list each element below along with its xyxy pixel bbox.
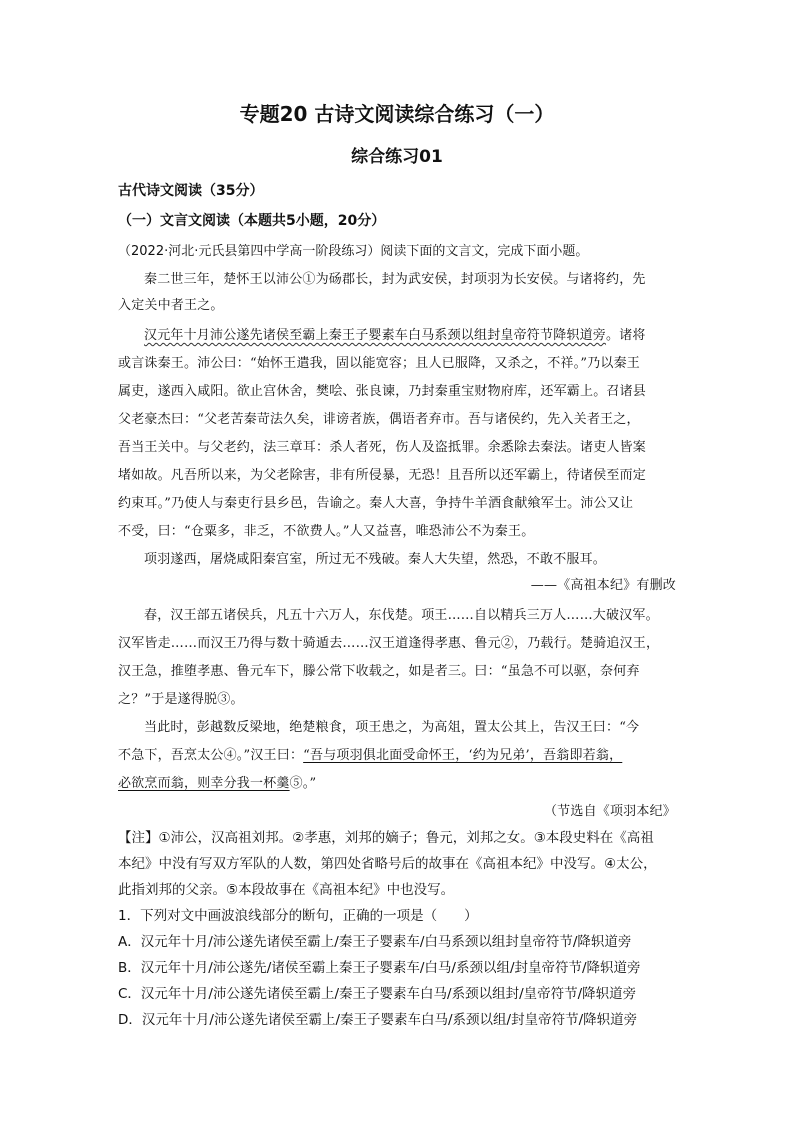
passage-text: 。诸将	[606, 328, 646, 343]
subsection-heading: （一）文言文阅读（本题共5小题，20分）	[118, 213, 386, 229]
passage-line: 吾当王关中。与父老约，法三章耳：杀人者死，伤人及盗抵罪。余悉除去秦法。诸吏人皆案	[118, 440, 647, 455]
source-intro: （2022·河北·元氏县第四中学高一阶段练习）阅读下面的文言文，完成下面小题。	[118, 244, 589, 259]
citation: （节选自《项羽本纪》	[543, 804, 676, 819]
passage-line: 入定关中者王之。	[118, 298, 224, 313]
passage-line: 汉军皆走……而汉王乃得与数十骑遁去……汉王道逢得孝惠、鲁元②，乃载行。楚骑追汉王，	[118, 636, 660, 651]
passage-line: 之？”于是遂得脱③。	[118, 692, 244, 707]
question-stem: 1．下列对文中画波浪线部分的断句，正确的一项是（ ）	[118, 908, 478, 924]
notes-line: 此指刘邦的父亲。⑤本段故事在《高祖本纪》中也没写。	[118, 882, 455, 898]
underlined-text: 必欲烹而翁，则幸分我一杯羹	[118, 776, 290, 791]
passage-line	[118, 772, 676, 791]
passage-line: 不受，曰：“仓粟多，非乏，不欲费人。”人又益喜，唯恐沛公不为秦王。	[118, 524, 535, 539]
passage-line: 属吏，遂西入咸阳。欲止宫休舍，樊哙、张良谏，乃封秦重宝财物府库，还军霸上。召诸县	[118, 384, 647, 399]
page-title: 专题20 古诗文阅读综合练习（一）	[239, 102, 555, 126]
notes-line: 本纪》中没有写双方军队的人数，第四处省略号后的故事在《高祖本纪》中没写。④太公，	[118, 856, 657, 872]
passage-line: 或言诛秦王。沛公曰：“始怀王遣我，固以能宽容；且人已服降，又杀之，不祥。”乃以秦王	[118, 356, 640, 371]
option-c[interactable]: C．汉元年十月/沛公遂先诸侯至霸上/秦王子婴素车白马/系颈以组封/皇帝符节/降轵道旁	[118, 986, 637, 1002]
passage-line: 秦二世三年，楚怀王以沛公①为砀郡长，封为武安侯，封项羽为长安侯。与诸将约，先	[144, 272, 646, 287]
passage-text: ⑤。”	[289, 776, 317, 791]
page-subtitle: 综合练习01	[351, 147, 443, 167]
passage-line	[144, 324, 676, 343]
option-d[interactable]: D．汉元年十月/沛公遂先诸侯至霸上/秦王子婴素车白马/系颈以组/封皇帝符节/降轵道旁	[118, 1012, 638, 1028]
passage-line: 父老豪杰曰：“父老苦秦苛法久矣，诽谤者族，偶语者弃市。吾与诸侯约，先入关者王之，	[118, 412, 640, 427]
passage-text: 不急下，吾烹太公④。”汉王曰：	[118, 748, 304, 763]
passage-line: 堵如故。凡吾所以来，为父老除害，非有所侵暴，无恐！且吾所以还军霸上，待诸侯至而定	[118, 468, 647, 483]
passage-line: 春，汉王部五诸侯兵，凡五十六万人，东伐楚。项王……自以精兵三万人……大破汉军。	[144, 608, 659, 623]
passage-line: 当此时，彭越数反梁地，绝楚粮食，项王患之，为高俎，置太公其上，告汉王曰：“今	[144, 720, 640, 735]
wavy-underlined-text: 汉元年十月沛公遂先诸侯至霸上秦王子婴素车白马系颈以组封皇帝符节降轵道旁	[144, 328, 607, 343]
option-a[interactable]: A．汉元年十月/沛公遂先诸侯至霸上/秦王子婴素车/白马系颈以组封皇帝符节/降轵道旁	[118, 934, 632, 950]
citation: ——《高祖本纪》有删改	[530, 578, 676, 593]
passage-line	[118, 744, 676, 763]
notes-line: 【注】①沛公，汉高祖刘邦。②孝惠，刘邦的嫡子；鲁元，刘邦之女。③本段史料在《高祖	[118, 830, 654, 846]
passage-line: 项羽遂西，屠烧咸阳秦宫室，所过无不残破。秦人大失望，然恐，不敢不服耳。	[144, 552, 607, 567]
option-b[interactable]: B．汉元年十月/沛公遂先/诸侯至霸上秦王子婴素车/白马/系颈以组/封皇帝符节/降轵道旁	[118, 960, 641, 976]
passage-line: 汉王急，推堕孝惠、鲁元车下，滕公常下收载之，如是者三。曰：“虽急不可以驱，奈何弃	[118, 664, 640, 679]
section-heading: 古代诗文阅读（35分）	[118, 183, 264, 199]
passage-line: 约束耳。”乃使人与秦吏行县乡邑，告谕之。秦人大喜，争持牛羊酒食献飨军士。沛公又让	[118, 496, 634, 511]
underlined-text: “吾与项羽俱北面受命怀王，‘约为兄弟’，吾翁即若翁，	[303, 748, 623, 763]
